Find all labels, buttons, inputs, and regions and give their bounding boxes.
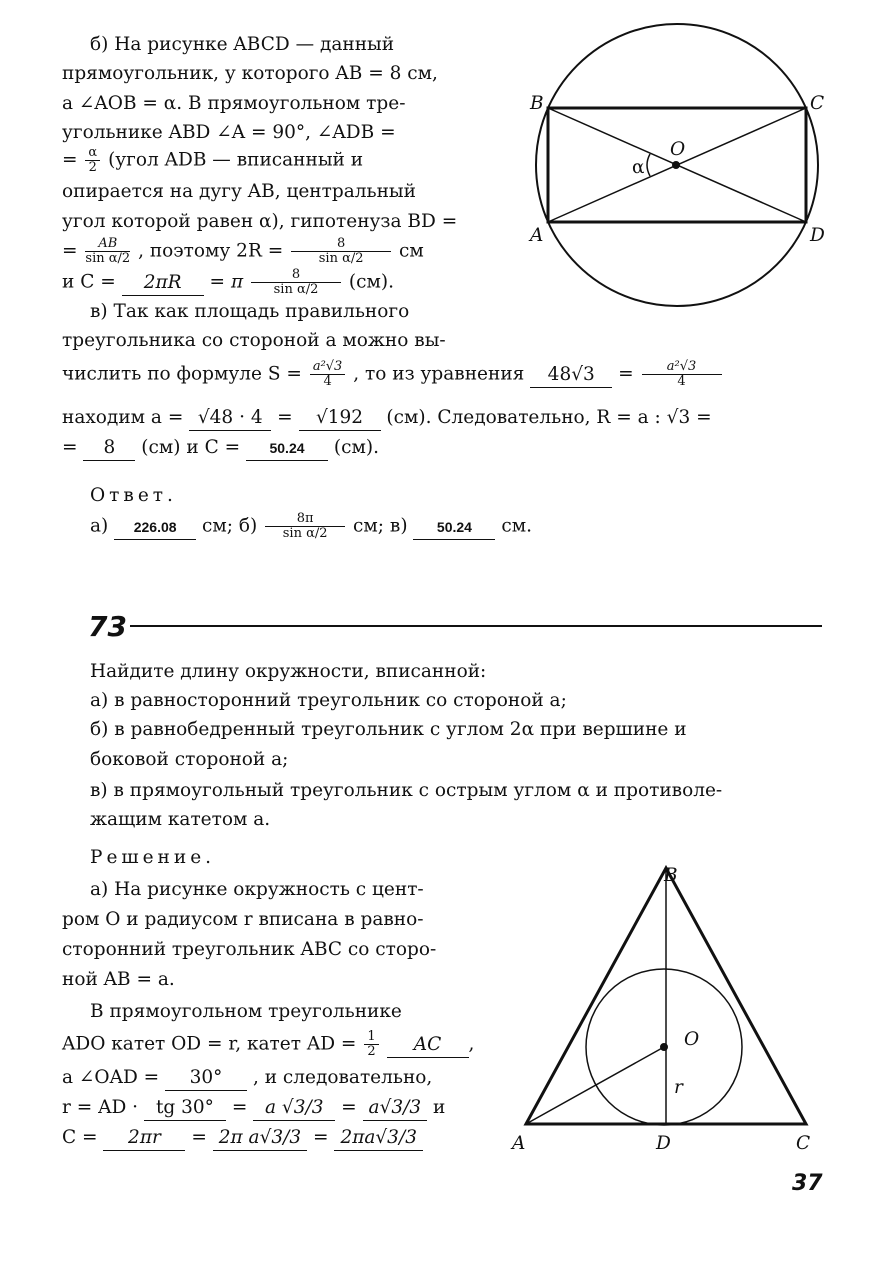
answer-blank: 50.24 bbox=[246, 436, 328, 461]
part-v-line-2: треугольника со стороной a можно вы- bbox=[62, 330, 446, 351]
text: = bbox=[341, 1097, 357, 1118]
text: и C = bbox=[62, 271, 116, 293]
solution-line-9 bbox=[62, 1126, 423, 1151]
part-b-line-8 bbox=[62, 237, 424, 266]
denominator: sin α/2 bbox=[85, 251, 131, 266]
problem-line-5: в) в прямоугольный треугольник с острым углом α и противоле- bbox=[90, 780, 723, 801]
denominator: 2 bbox=[88, 160, 97, 175]
part-v-line-4 bbox=[62, 406, 712, 431]
text: а ∠OAD = bbox=[62, 1067, 160, 1088]
text: см bbox=[399, 240, 424, 262]
text: в) bbox=[389, 515, 408, 537]
part-b-line-3: а ∠AOB = α. В прямоугольном тре- bbox=[62, 93, 406, 114]
solution-line-8 bbox=[62, 1096, 445, 1121]
text: = bbox=[313, 1127, 329, 1148]
answer-blank: √48 · 4 bbox=[189, 406, 271, 431]
part-v-line-3 bbox=[62, 360, 724, 389]
answer-blank: √192 bbox=[299, 406, 381, 431]
text: C = bbox=[62, 1127, 98, 1148]
part-b-line-1: б) На рисунке ABCD — данный bbox=[90, 34, 395, 55]
text: (см). bbox=[348, 271, 394, 293]
text: = bbox=[618, 363, 634, 385]
part-v-line-1: в) Так как площадь правильного bbox=[90, 301, 410, 322]
answer-blank: 2πa√3/3 bbox=[334, 1126, 423, 1151]
fraction-area bbox=[642, 360, 722, 389]
fraction-8-sin bbox=[251, 268, 341, 297]
label-c: C bbox=[796, 1133, 811, 1154]
text: и bbox=[433, 1097, 446, 1118]
part-v-line-5 bbox=[62, 436, 379, 461]
answer-v: 50.24 bbox=[413, 515, 495, 540]
part-b-line-9 bbox=[62, 268, 394, 297]
numerator: 8 bbox=[291, 237, 391, 252]
answer-blank: 30° bbox=[165, 1066, 247, 1091]
text: (см). Следовательно, R = a : √3 = bbox=[386, 407, 712, 428]
part-b-line-5 bbox=[62, 146, 363, 175]
text: = bbox=[231, 1097, 248, 1118]
fraction-8-sin bbox=[291, 237, 391, 266]
label-d: D bbox=[656, 1133, 671, 1154]
numerator: a²√3 bbox=[310, 360, 346, 375]
text: см; bbox=[202, 515, 234, 537]
figure-rectangle-in-circle bbox=[536, 24, 818, 306]
answer-blank: AC bbox=[387, 1033, 469, 1058]
label-r: r bbox=[674, 1077, 683, 1098]
denominator: 4 bbox=[677, 374, 686, 389]
numerator: AB bbox=[85, 237, 130, 252]
pi: π bbox=[230, 271, 244, 293]
page-number: 37 bbox=[792, 1171, 823, 1196]
solution-line-6: ADO катет OD = r, катет AD = $\frac{1}{2}$ AC , bbox=[62, 1029, 475, 1059]
text: а) bbox=[90, 515, 109, 537]
denominator: 4 bbox=[323, 374, 332, 389]
numerator: 8 bbox=[251, 268, 341, 283]
incenter-point bbox=[661, 1044, 668, 1051]
text: r = AD · bbox=[62, 1097, 139, 1118]
problem-line-3: б) в равнобедренный треугольник с углом 2α при вершине и bbox=[90, 719, 687, 740]
answer-blank: a√3/3 bbox=[363, 1096, 428, 1121]
text: = bbox=[62, 149, 78, 171]
text: , то из уравнения bbox=[353, 363, 525, 385]
text: см. bbox=[501, 515, 532, 537]
denominator: sin α/2 bbox=[273, 282, 319, 297]
denominator: sin α/2 bbox=[282, 526, 328, 541]
text: (угол ADB — вписанный и bbox=[108, 149, 364, 171]
label-c: C bbox=[810, 93, 825, 114]
text: числить по формуле S = bbox=[62, 363, 302, 385]
label-o: O bbox=[670, 139, 686, 160]
label-o: O bbox=[684, 1029, 700, 1050]
solution-line-1: а) На рисунке окружность с цент- bbox=[90, 879, 424, 900]
part-b-line-4: угольнике ABD ∠A = 90°, ∠ADB = bbox=[62, 122, 396, 143]
answer-label: Ответ. bbox=[90, 485, 177, 506]
numerator: a²√3 bbox=[642, 360, 722, 375]
label-alpha: α bbox=[632, 157, 645, 178]
label-a: A bbox=[512, 1133, 526, 1154]
denominator: 2 bbox=[367, 1044, 376, 1059]
angle-arc bbox=[647, 154, 650, 176]
solution-line-2: ром O и радиусом r вписана в равно- bbox=[62, 909, 424, 930]
problem-line-1: Найдите длину окружности, вписанной: bbox=[90, 661, 487, 682]
problem-number: 73 bbox=[88, 610, 127, 643]
answer-blank: 2πr bbox=[103, 1126, 185, 1151]
solution-line-4: ной AB = a. bbox=[62, 969, 175, 990]
text: = bbox=[209, 271, 226, 293]
problem-line-4: боковой стороной a; bbox=[90, 749, 289, 770]
fraction-ab-sin bbox=[85, 237, 130, 266]
text: (см). bbox=[333, 437, 379, 458]
solution-label: Решение. bbox=[90, 847, 216, 868]
denominator: sin α/2 bbox=[318, 251, 364, 266]
text: = bbox=[62, 437, 78, 458]
text: б) bbox=[238, 515, 258, 537]
solution-line-7 bbox=[62, 1066, 432, 1091]
numerator: 8π bbox=[265, 512, 345, 527]
answer-line bbox=[90, 512, 532, 541]
part-b-line-6: опирается на дугу AB, центральный bbox=[62, 181, 416, 202]
text: см; bbox=[353, 515, 385, 537]
answer-blank: 2πR bbox=[122, 271, 204, 296]
answer-a: 226.08 bbox=[114, 515, 196, 540]
answer-blank: a √3/3 bbox=[253, 1096, 335, 1121]
answer-blank: 48√3 bbox=[530, 363, 612, 388]
label-b: B bbox=[664, 865, 678, 886]
fraction-alpha-2 bbox=[85, 146, 100, 175]
text: (см) и C = bbox=[141, 437, 241, 458]
label-a: A bbox=[530, 225, 544, 246]
text: = bbox=[62, 240, 78, 262]
problem-line-6: жащим катетом a. bbox=[90, 809, 271, 830]
text: находим a = bbox=[62, 407, 184, 428]
numerator: α bbox=[85, 146, 100, 161]
part-b-line-7: угол которой равен α), гипотенуза BD = bbox=[62, 211, 458, 232]
answer-blank: 8 bbox=[83, 436, 135, 461]
text: = bbox=[277, 407, 293, 428]
answer-blank: 2π a√3/3 bbox=[213, 1126, 307, 1151]
fraction-area bbox=[310, 360, 346, 389]
text: ADO катет OD = r, катет AD = bbox=[62, 1033, 357, 1055]
answer-blank: tg 30° bbox=[144, 1096, 226, 1121]
solution-line-3: сторонний треугольник ABC со сторо- bbox=[62, 939, 437, 960]
text: , поэтому 2R = bbox=[138, 240, 284, 262]
text: , и следовательно, bbox=[252, 1067, 433, 1088]
center-point bbox=[673, 162, 679, 168]
figure-triangle-incircle bbox=[526, 868, 806, 1125]
solution-line-5: В прямоугольном треугольнике bbox=[90, 1001, 402, 1022]
label-d: D bbox=[810, 225, 825, 246]
problem-line-2: а) в равносторонний треугольник со стороной a; bbox=[90, 690, 567, 711]
fraction-half bbox=[364, 1030, 378, 1059]
text: = bbox=[191, 1127, 207, 1148]
answer-b bbox=[265, 512, 345, 541]
numerator: 1 bbox=[364, 1030, 378, 1045]
part-b-line-2: прямоугольник, у которого AB = 8 см, bbox=[62, 63, 438, 84]
label-b: B bbox=[530, 93, 544, 114]
